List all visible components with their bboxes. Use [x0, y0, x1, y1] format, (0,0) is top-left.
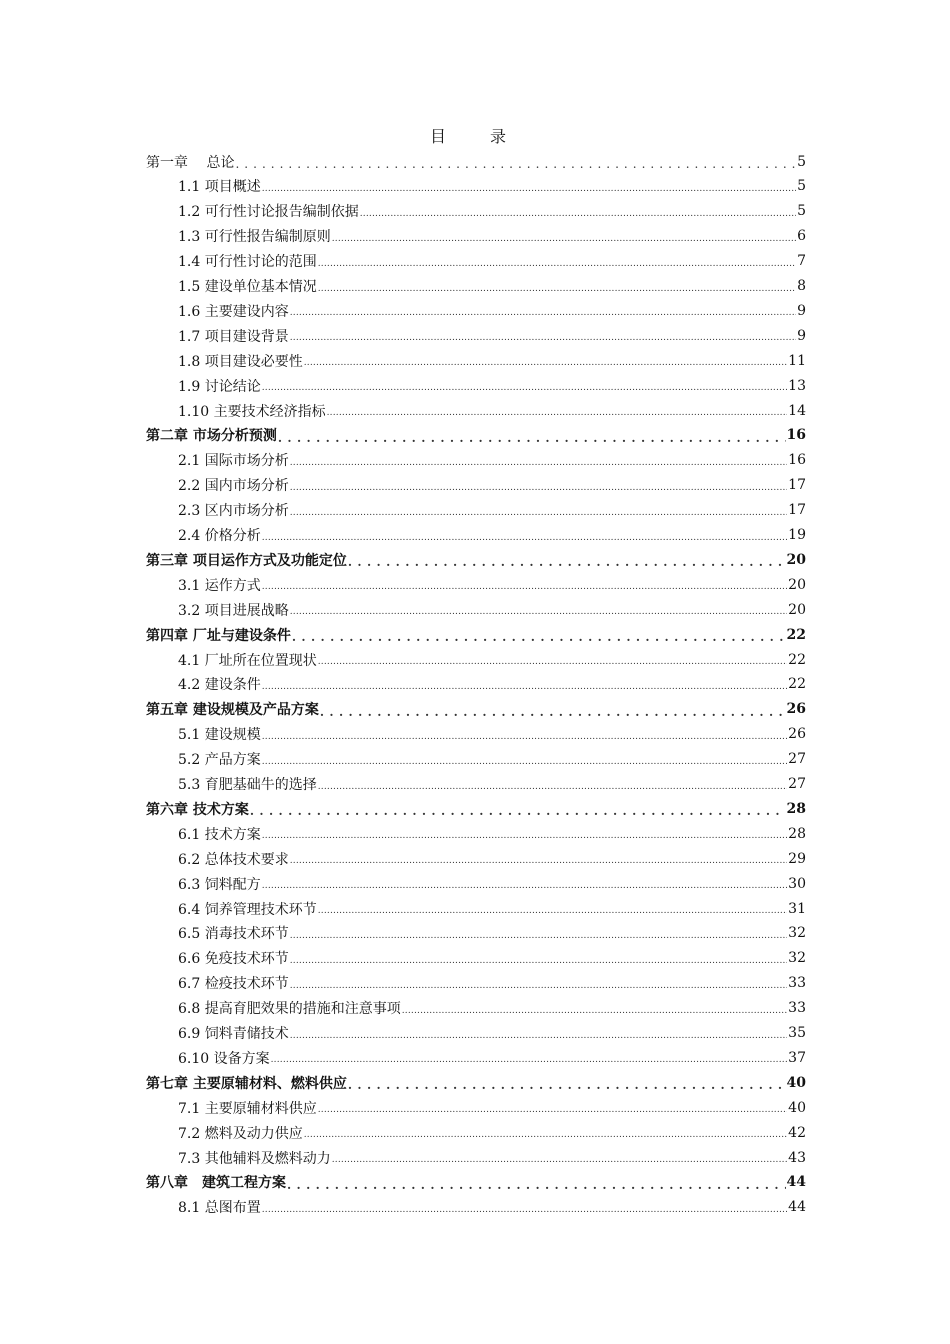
toc-section-entry[interactable] [178, 572, 806, 597]
toc-page-number: 27 [788, 776, 806, 792]
toc-entry-label: 第八章 建筑工程方案 [146, 1175, 286, 1192]
dot-leader [348, 557, 786, 572]
toc-section-entry[interactable] [178, 249, 806, 274]
toc-chapter-entry[interactable] [146, 697, 806, 722]
toc-page-number: 17 [788, 502, 806, 519]
toc-section-entry[interactable] [178, 1120, 806, 1145]
dot-leader [287, 1180, 786, 1195]
toc-section-entry[interactable] [178, 1045, 806, 1070]
dot-leader [318, 257, 796, 274]
toc-entry-label: 6.9 饲料青储技术 [178, 1026, 289, 1042]
toc-entry-label: 第一章 总论 [146, 154, 235, 171]
toc-entry-label: 第二章 市场分析预测 [146, 428, 277, 445]
toc-section-entry[interactable] [178, 647, 806, 672]
toc-entry-label: 1.8 项目建设必要性 [178, 353, 303, 370]
toc-page-number: 20 [788, 601, 806, 618]
toc-section-entry[interactable] [178, 498, 806, 523]
toc-entry-label: 1.2 可行性讨论报告编制依据 [178, 204, 359, 221]
toc-page-number: 5 [797, 203, 806, 220]
toc-page-number: 11 [788, 352, 806, 369]
dot-leader [290, 306, 796, 323]
toc-section-entry[interactable] [178, 722, 806, 747]
toc-section-entry[interactable] [178, 274, 806, 299]
toc-page-number: 16 [786, 427, 806, 444]
dot-leader [262, 829, 787, 846]
toc-page-number: 33 [788, 1000, 806, 1017]
toc-section-entry[interactable] [178, 971, 806, 996]
toc-page-number: 17 [788, 477, 806, 494]
toc-entry-label: 4.1 厂址所在位置现状 [178, 652, 317, 669]
dot-leader [320, 707, 786, 722]
dot-leader [327, 406, 788, 423]
toc-section-entry[interactable] [178, 348, 806, 373]
toc-page-number: 8 [797, 278, 806, 294]
toc-section-entry[interactable] [178, 1021, 806, 1046]
toc-entry-label: 1.1 项目概述 [178, 179, 261, 196]
dot-leader [290, 1029, 787, 1046]
toc-section-entry[interactable] [178, 174, 806, 199]
toc-entry-label: 6.1 技术方案 [178, 826, 261, 843]
dot-leader [360, 207, 796, 224]
dot-leader [318, 780, 787, 797]
toc-page-number: 33 [788, 975, 806, 992]
toc-section-entry[interactable] [178, 473, 806, 498]
toc-entry-label: 1.7 项目建设背景 [178, 328, 289, 345]
toc-entry-label: 6.7 检疫技术环节 [178, 976, 289, 993]
toc-page-number: 32 [788, 950, 806, 967]
toc-chapter-entry[interactable] [146, 149, 806, 174]
toc-entry-label: 6.4 饲养管理技术环节 [178, 901, 317, 918]
dot-leader [348, 1080, 786, 1095]
dot-leader [290, 456, 787, 473]
toc-chapter-entry[interactable] [146, 423, 806, 448]
toc-page-number: 16 [788, 452, 806, 469]
dot-leader [304, 356, 787, 373]
toc-entry-label: 5.2 产品方案 [178, 752, 261, 769]
dot-leader [318, 282, 796, 299]
toc-entry-label: 6.10 设备方案 [178, 1050, 270, 1067]
toc-entry-label: 8.1 总图布置 [178, 1200, 261, 1217]
toc-entry-label: 3.2 项目进展战略 [178, 602, 289, 619]
toc-page-number: 26 [788, 726, 806, 743]
toc-page-number: 44 [788, 1199, 806, 1216]
toc-entry-label: 2.3 区内市场分析 [178, 503, 289, 520]
toc-entry-label: 第三章 项目运作方式及功能定位 [146, 552, 347, 569]
toc-chapter-entry[interactable] [146, 547, 806, 572]
toc-entry-label: 6.6 免疫技术环节 [178, 951, 289, 968]
dot-leader [262, 755, 787, 772]
dot-leader [262, 879, 787, 896]
toc-page-number: 43 [788, 1149, 806, 1166]
toc-page-number: 40 [788, 1099, 806, 1116]
page-title: 目 录 [429, 127, 520, 146]
toc-entry-label: 7.2 燃料及动力供应 [178, 1125, 303, 1142]
toc-entry-label: 第七章 主要原辅材料、燃料供应 [146, 1075, 347, 1092]
toc-section-entry[interactable] [178, 224, 806, 249]
toc-section-entry[interactable] [178, 373, 806, 398]
toc-entry-label: 6.3 饲料配方 [178, 876, 261, 893]
toc-entry-label: 7.3 其他辅料及燃料动力 [178, 1150, 331, 1167]
toc-page-number: 20 [786, 551, 806, 568]
toc-section-entry[interactable] [178, 199, 806, 224]
dot-leader [278, 433, 786, 448]
dot-leader [292, 632, 786, 647]
toc-section-entry[interactable] [178, 298, 806, 323]
toc-page-number: 14 [788, 402, 806, 419]
dot-leader [250, 806, 786, 821]
toc-section-entry[interactable] [178, 597, 806, 622]
toc-page-number: 35 [788, 1025, 806, 1041]
dot-leader [262, 680, 787, 697]
toc-section-entry[interactable] [178, 846, 806, 871]
toc-entry-label: 1.9 讨论结论 [178, 378, 261, 395]
toc-section-entry[interactable] [178, 323, 806, 348]
dot-leader [262, 182, 796, 199]
toc-section-entry[interactable] [178, 821, 806, 846]
dot-leader [290, 954, 787, 971]
toc-chapter-entry[interactable] [146, 1070, 806, 1095]
toc-section-entry[interactable] [178, 398, 806, 423]
toc-entry-label: 3.1 运作方式 [178, 577, 261, 594]
dot-leader [290, 929, 787, 946]
dot-leader [332, 232, 796, 249]
dot-leader [318, 655, 787, 672]
toc-page-number: 30 [788, 875, 806, 892]
toc-entry-label: 7.1 主要原辅材料供应 [178, 1100, 317, 1117]
toc-section-entry[interactable] [178, 1195, 806, 1220]
toc-section-entry[interactable] [178, 1095, 806, 1120]
toc-entry-label: 6.2 总体技术要求 [178, 851, 289, 868]
toc-section-entry[interactable] [178, 946, 806, 971]
dot-leader [290, 331, 796, 348]
toc-entry-label: 6.5 消毒技术环节 [178, 926, 289, 943]
dot-leader [318, 904, 787, 921]
dot-leader [290, 854, 787, 871]
toc-section-entry[interactable] [178, 921, 806, 946]
toc-entry-label: 5.3 育肥基础牛的选择 [178, 777, 317, 793]
toc-page-number: 22 [788, 676, 806, 693]
toc-page-number: 9 [797, 302, 806, 319]
toc-section-entry[interactable] [178, 448, 806, 473]
toc-page-number: 9 [797, 327, 806, 344]
toc-entry-label: 第五章 建设规模及产品方案 [146, 702, 319, 719]
toc-page-number: 20 [788, 576, 806, 593]
dot-leader [318, 1103, 787, 1120]
toc-entry-label: 1.5 建设单位基本情况 [178, 279, 317, 295]
toc-page-number: 40 [786, 1074, 806, 1091]
toc-page-number: 13 [788, 377, 806, 394]
dot-leader [402, 1004, 787, 1021]
toc-entry-label: 1.4 可行性讨论的范围 [178, 254, 317, 271]
toc-page-number: 37 [788, 1049, 806, 1066]
dot-leader [235, 159, 796, 174]
toc-entry-label: 4.2 建设条件 [178, 677, 261, 694]
toc-entry-label: 2.2 国内市场分析 [178, 478, 289, 495]
toc-page-number: 26 [786, 701, 806, 718]
dot-leader [290, 506, 787, 523]
toc-section-entry[interactable] [178, 523, 806, 548]
toc-chapter-entry[interactable] [146, 796, 806, 821]
dot-leader [262, 1203, 787, 1220]
dot-leader [290, 979, 787, 996]
dot-leader [304, 1128, 787, 1145]
toc-entry-label: 2.4 价格分析 [178, 528, 261, 544]
toc-page-number: 5 [797, 153, 806, 170]
toc-entry-label: 5.1 建设规模 [178, 727, 261, 744]
toc-page-number: 27 [788, 751, 806, 768]
dot-leader [271, 1053, 788, 1070]
toc-chapter-entry[interactable] [146, 622, 806, 647]
toc-entry-label: 第六章 技术方案 [146, 801, 249, 818]
toc-section-entry[interactable] [178, 747, 806, 772]
toc-page-number: 32 [788, 925, 806, 942]
toc-section-entry[interactable] [178, 1145, 806, 1170]
toc-page-number: 7 [797, 253, 806, 270]
toc-entry-label: 1.10 主要技术经济指标 [178, 403, 326, 420]
toc-entry-label: 2.1 国际市场分析 [178, 453, 289, 470]
toc-entry-label: 第四章 厂址与建设条件 [146, 627, 291, 644]
dot-leader [262, 531, 787, 548]
toc-section-entry[interactable] [178, 672, 806, 697]
toc-page-number: 44 [786, 1174, 806, 1191]
toc-page-number: 28 [788, 825, 806, 842]
toc-section-entry[interactable] [178, 871, 806, 896]
toc-page-number: 6 [797, 228, 806, 245]
toc-section-entry[interactable] [178, 896, 806, 921]
dot-leader [332, 1153, 787, 1170]
toc-page-number: 19 [788, 527, 806, 543]
toc-chapter-entry[interactable] [146, 1170, 806, 1195]
dot-leader [262, 580, 787, 597]
dot-leader [262, 730, 787, 747]
dot-leader [290, 481, 787, 498]
toc-entry-label: 1.6 主要建设内容 [178, 303, 289, 320]
toc-page-number: 28 [786, 800, 806, 817]
toc-entry-label: 1.3 可行性报告编制原则 [178, 229, 331, 246]
toc-section-entry[interactable] [178, 996, 806, 1021]
toc-entry-label: 6.8 提高育肥效果的措施和注意事项 [178, 1001, 401, 1018]
toc-page-number: 22 [788, 651, 806, 668]
toc-page-number: 5 [797, 178, 806, 195]
dot-leader [262, 381, 787, 398]
toc-page-number: 31 [788, 900, 806, 917]
toc-page-number: 42 [788, 1124, 806, 1141]
toc-page-number: 22 [786, 626, 806, 643]
dot-leader [290, 605, 787, 622]
toc-section-entry[interactable] [178, 772, 806, 797]
toc-page-number: 29 [788, 850, 806, 867]
